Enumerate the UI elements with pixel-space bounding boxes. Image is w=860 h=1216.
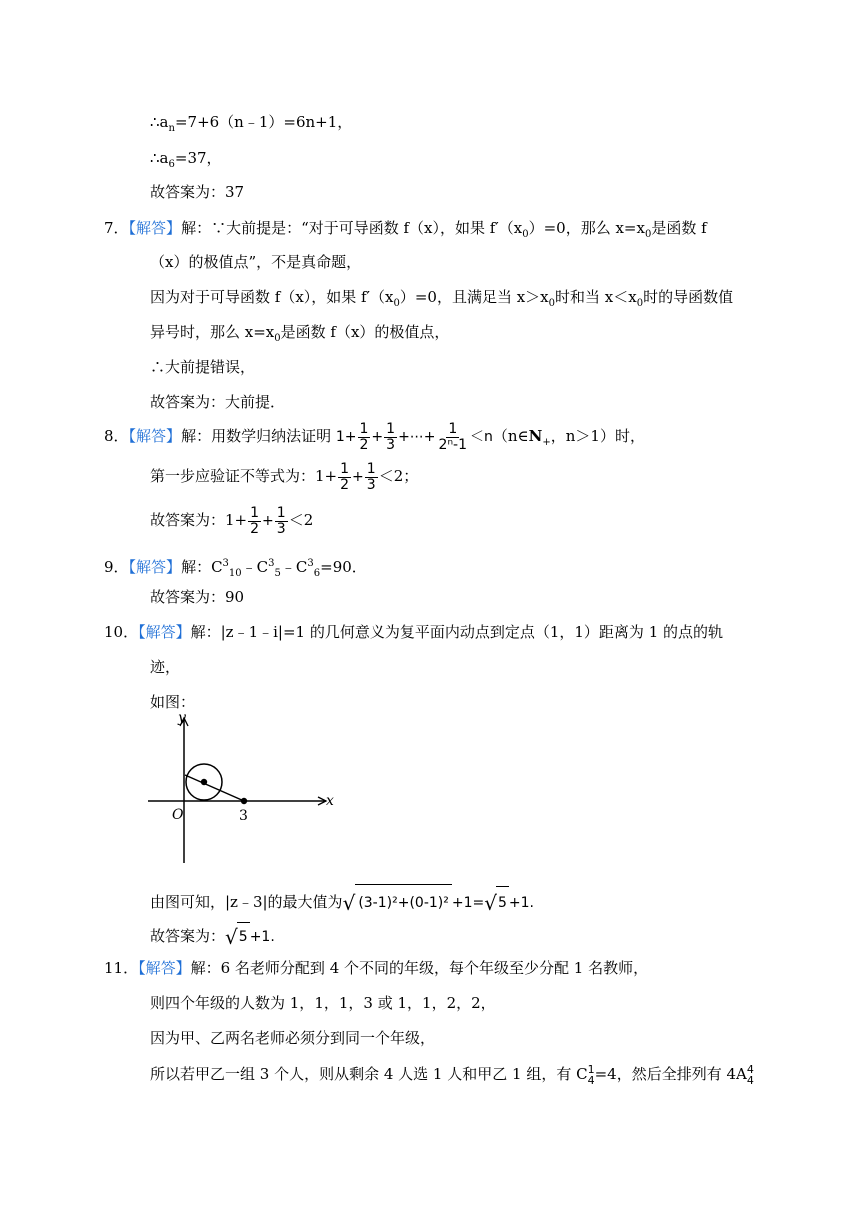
question-11: 11．【解答】解：6 名老师分配到 4 个不同的年级，每个年级至少分配 1 名教师， (104, 959, 649, 977)
tick-3-label: 3 (239, 808, 248, 824)
q7-line-4: 异号时，那么 $x=x_0$是函数 f（x）的极值点， (150, 323, 450, 344)
q10-line-4: 由图可知，|z﹣3|的最大值为√ (3-1)²+(0-1)² +1=√5 +1. (150, 884, 534, 919)
question-7: 7．【解答】解：∵大前提是：“对于可导函数 f（x），如果 $f'(x_0)=0$，那么 $x=x_0$是函数 f (104, 219, 707, 240)
origin-label: O (172, 807, 184, 823)
line-a-n: $\therefore a_n=7+6(n﹣1)=6n+1$， (150, 113, 353, 134)
question-10: 10．【解答】解：|z﹣1﹣i|=1 的几何意义为复平面内动点到定点（1，1）距离为 1 的点的轨 (104, 623, 724, 641)
line-a-6: $\therefore a_6=37$， (150, 149, 222, 170)
y-axis-label: y (178, 710, 186, 726)
complex-plane-figure (140, 708, 340, 868)
point-3 (241, 798, 247, 804)
q8-line-2: 第一步应验证不等式为：1+ $\frac{1}{2}$ + $\frac{1}{3}$ ＜2； (150, 460, 419, 493)
answer-tag: 【解答】 (128, 219, 182, 237)
answer-tag: 【解答】 (138, 623, 191, 641)
answer-tag: 【解答】 (128, 558, 182, 576)
q10-line-3: 如图： (150, 693, 196, 711)
q10-line-2: 迹， (150, 658, 181, 676)
x-axis-label: x (326, 793, 334, 809)
q9-answer: 故答案为：90 (150, 588, 245, 606)
q7-line-5: ∴大前提错误， (150, 358, 256, 376)
q11-line-2: 则四个年级的人数为 1，1，1，3 或 1，1，2，2， (150, 994, 496, 1012)
q7-answer: 故答案为：大前提． (150, 393, 286, 411)
question-9: 9．【解答】解：$C^3_{10}﹣C^3_5﹣C^3_6=90$． (104, 558, 367, 579)
q11-line-3: 因为甲、乙两名老师必须分到同一个年级， (150, 1029, 436, 1047)
q7-line-3: 因为对于可导函数 f（x），如果 $f'(x_0)=0$，且满足当 $x>x_0$时和当 $x<x_0$时的导函数值 (150, 288, 734, 309)
q10-answer: 故答案为：√5 +1. (150, 922, 275, 951)
q7-line-2: （x）的极值点”，不是真命题， (150, 253, 362, 271)
q8-answer: 故答案为：1+ $\frac{1}{2}$ + $\frac{1}{3}$ ＜2 (150, 504, 314, 537)
question-8: 8．【解答】解：用数学归纳法证明 1+ $\frac{1}{2}$ + $\frac{1}{3}$ +⋯+ $\frac{1}{\text{2ⁿ-1}}$ $<n(n\in N_+$，n＞1）时， (104, 420, 645, 453)
answer-tag: 【解答】 (138, 959, 191, 977)
answer-line-6: 故答案为：37 (150, 183, 245, 201)
answer-tag: 【解答】 (128, 427, 182, 445)
center-point (201, 779, 207, 785)
q11-line-4: 所以若甲乙一组 3 个人，则从剩余 4 人选 1 人和甲乙 1 组，有 C 1 4 =4，然后全排列有 4A 4 4 (150, 1063, 754, 1087)
